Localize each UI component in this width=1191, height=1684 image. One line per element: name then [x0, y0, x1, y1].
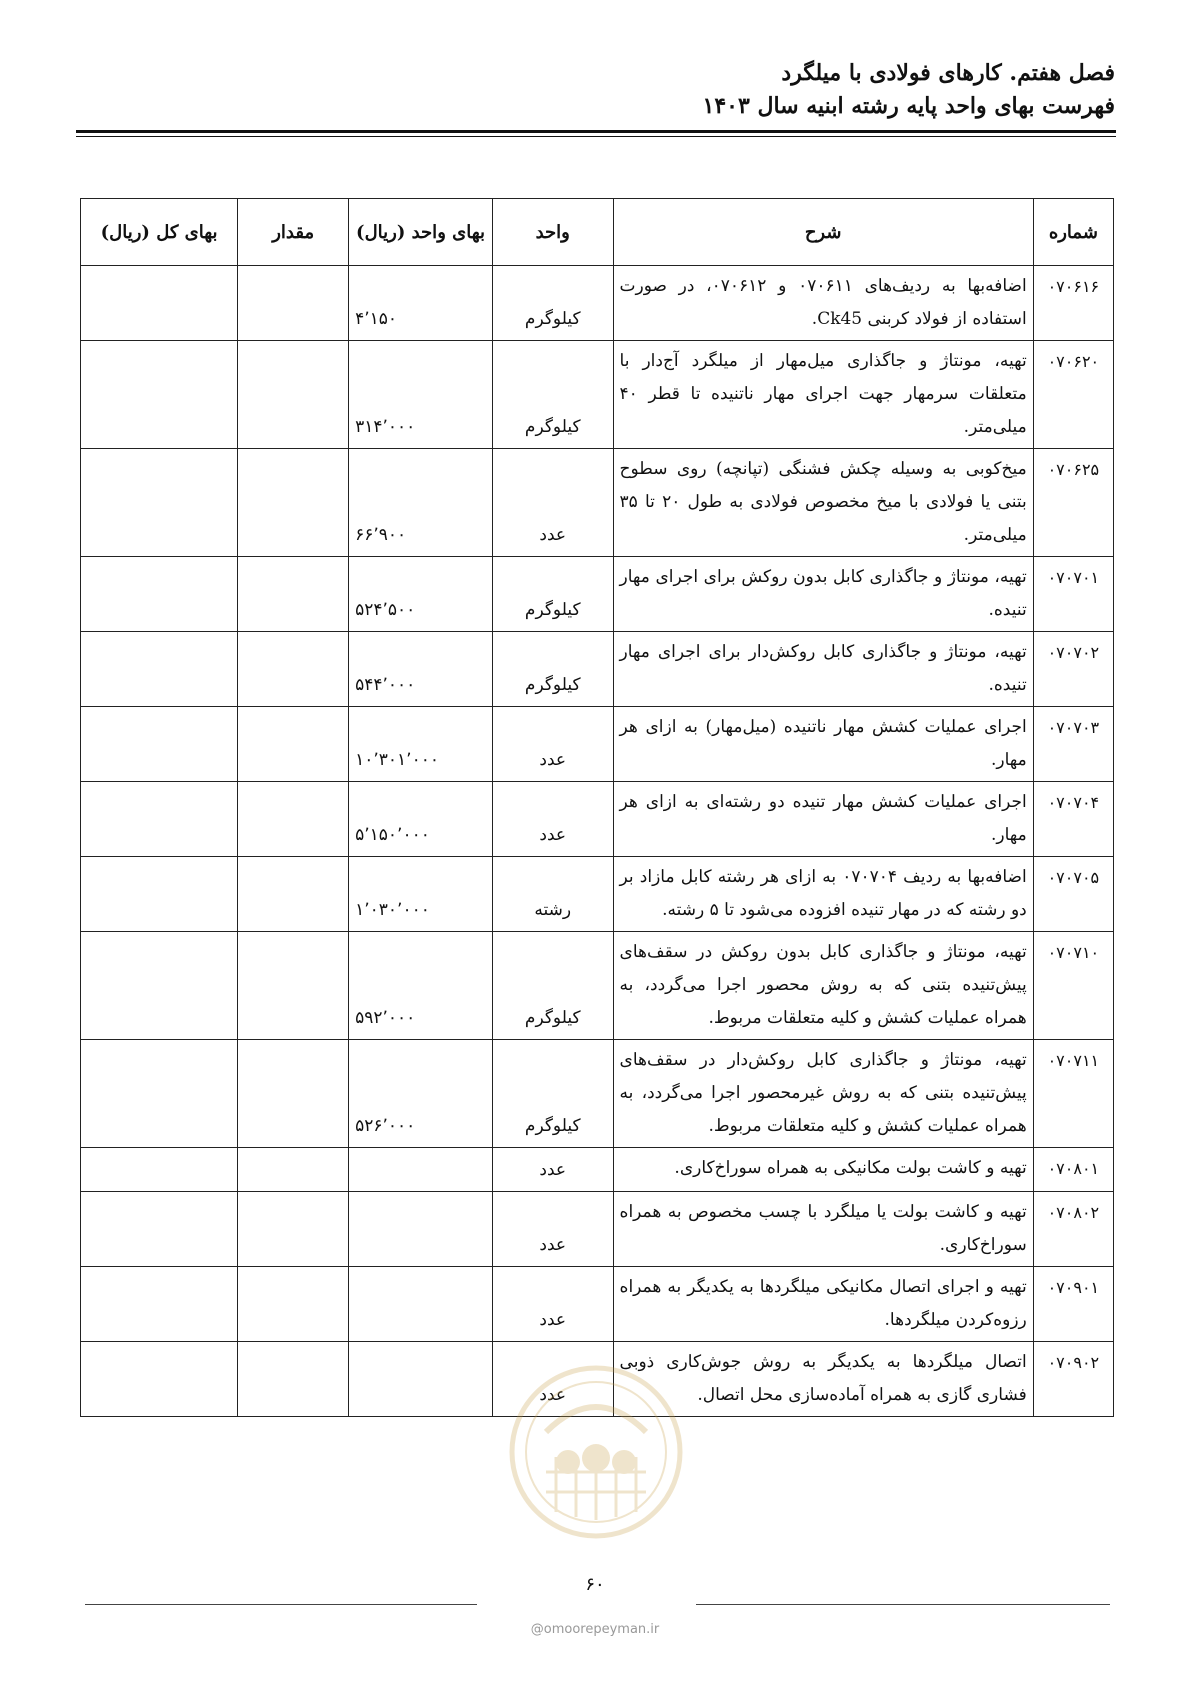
item-code: ۰۷۰۷۱۱ [1033, 1040, 1113, 1148]
item-total [81, 932, 238, 1040]
item-qty [238, 1192, 349, 1267]
item-unit: کیلوگرم [492, 932, 613, 1040]
item-unit: کیلوگرم [492, 632, 613, 707]
item-code: ۰۷۰۹۰۲ [1033, 1342, 1113, 1417]
item-qty [238, 782, 349, 857]
item-total [81, 449, 238, 557]
col-header-qty: مقدار [238, 199, 349, 266]
item-unit: کیلوگرم [492, 266, 613, 341]
item-code: ۰۷۰۷۰۲ [1033, 632, 1113, 707]
item-total [81, 1040, 238, 1148]
chapter-title: فصل هفتم. کارهای فولادی با میلگرد [781, 60, 1115, 86]
item-total [81, 632, 238, 707]
table-header-row [81, 199, 1114, 266]
item-unit: عدد [492, 782, 613, 857]
item-code: ۰۷۰۷۰۳ [1033, 707, 1113, 782]
item-unit: عدد [492, 1148, 613, 1192]
item-qty [238, 932, 349, 1040]
item-total [81, 1148, 238, 1192]
header-rule-thin [76, 136, 1116, 137]
item-unit: عدد [492, 1192, 613, 1267]
table-row [81, 1192, 1114, 1267]
item-unit: کیلوگرم [492, 341, 613, 449]
footer-rule-right [696, 1604, 1110, 1605]
website-watermark: @omoorepeyman.ir [530, 1622, 660, 1637]
item-code: ۰۷۰۹۰۱ [1033, 1267, 1113, 1342]
item-unit-price: ۵۲۶٬۰۰۰ [349, 1040, 493, 1148]
item-unit: عدد [492, 1267, 613, 1342]
table-row [81, 557, 1114, 632]
item-description: اجرای عملیات کشش مهار ناتنیده (میل‌مهار) به ازای هر مهار. [613, 707, 1033, 782]
item-unit-price [349, 1342, 493, 1417]
item-description: تهیه و کاشت بولت یا میلگرد با چسب مخصوص به همراه سوراخ‌کاری. [613, 1192, 1033, 1267]
item-code: ۰۷۰۶۱۶ [1033, 266, 1113, 341]
item-unit-price: ۵۲۴٬۵۰۰ [349, 557, 493, 632]
col-header-desc: شرح [613, 199, 1033, 266]
item-qty [238, 1267, 349, 1342]
item-description: اتصال میلگردها به یکدیگر به روش جوش‌کاری ذوبی فشاری گازی به همراه آماده‌سازی محل اتصال. [613, 1342, 1033, 1417]
price-list-table [80, 198, 1114, 1417]
item-qty [238, 341, 349, 449]
document-subtitle: فهرست بهای واحد پایه رشته ابنیه سال ۱۴۰۳ [702, 93, 1115, 119]
item-unit-price: ۵٬۱۵۰٬۰۰۰ [349, 782, 493, 857]
item-total [81, 557, 238, 632]
item-description: تهیه، مونتاژ و جاگذاری کابل روکش‌دار برای اجرای مهار تنیده. [613, 632, 1033, 707]
table-row [81, 1148, 1114, 1192]
item-qty [238, 857, 349, 932]
item-total [81, 341, 238, 449]
item-code: ۰۷۰۸۰۲ [1033, 1192, 1113, 1267]
item-description: میخ‌کوبی به وسیله چکش فشنگی (تپانچه) روی سطوح بتنی یا فولادی با میخ مخصوص فولادی به طول ۲۰ تا ۳۵ میلی‌متر. [613, 449, 1033, 557]
item-description: تهیه و اجرای اتصال مکانیکی میلگردها به یکدیگر به همراه رزوه‌کردن میلگردها. [613, 1267, 1033, 1342]
item-code: ۰۷۰۷۱۰ [1033, 932, 1113, 1040]
item-qty [238, 266, 349, 341]
item-description: تهیه و کاشت بولت مکانیکی به همراه سوراخ‌کاری. [613, 1148, 1033, 1192]
item-description: تهیه، مونتاژ و جاگذاری کابل بدون روکش در سقف‌های پیش‌تنیده بتنی که به روش محصور اجرا می‌گردد، به همراه عملیات کشش و کلیه متعلقات مربوط. [613, 932, 1033, 1040]
table-row [81, 266, 1114, 341]
item-total [81, 1192, 238, 1267]
watermark-seal-logo [506, 1362, 686, 1542]
header-rule-thick [76, 130, 1116, 133]
item-total [81, 1342, 238, 1417]
item-code: ۰۷۰۷۰۵ [1033, 857, 1113, 932]
item-code: ۰۷۰۶۲۰ [1033, 341, 1113, 449]
item-qty [238, 1148, 349, 1192]
table-row [81, 1040, 1114, 1148]
item-code: ۰۷۰۷۰۱ [1033, 557, 1113, 632]
item-description: اضافه‌بها به ردیف‌های ۰۷۰۶۱۱ و ۰۷۰۶۱۲، در صورت استفاده از فولاد کربنی Ck45. [613, 266, 1033, 341]
item-qty [238, 1342, 349, 1417]
item-total [81, 707, 238, 782]
item-total [81, 1267, 238, 1342]
item-code: ۰۷۰۶۲۵ [1033, 449, 1113, 557]
item-description: تهیه، مونتاژ و جاگذاری میل‌مهار از میلگرد آج‌دار با متعلقات سرمهار جهت اجرای مهار ناتنیده تا قطر ۴۰ میلی‌متر. [613, 341, 1033, 449]
table-row [81, 857, 1114, 932]
item-code: ۰۷۰۸۰۱ [1033, 1148, 1113, 1192]
table-row [81, 449, 1114, 557]
item-unit-price: ۵۹۲٬۰۰۰ [349, 932, 493, 1040]
col-header-unit-price: بهای واحد (ریال) [349, 199, 493, 266]
table-row [81, 632, 1114, 707]
item-unit-price: ۶۶٬۹۰۰ [349, 449, 493, 557]
item-qty [238, 707, 349, 782]
item-unit-price: ۵۴۴٬۰۰۰ [349, 632, 493, 707]
item-unit: عدد [492, 449, 613, 557]
col-header-unit: واحد [492, 199, 613, 266]
item-unit-price: ۴٬۱۵۰ [349, 266, 493, 341]
item-unit: کیلوگرم [492, 1040, 613, 1148]
item-description: تهیه، مونتاژ و جاگذاری کابل روکش‌دار در سقف‌های پیش‌تنیده بتنی که به روش غیرمحصور اجرا می‌گردد، به همراه عملیات کشش و کلیه متعلقات مربوط. [613, 1040, 1033, 1148]
table-row [81, 932, 1114, 1040]
item-unit-price: ۱٬۰۳۰٬۰۰۰ [349, 857, 493, 932]
col-header-total: بهای کل (ریال) [81, 199, 238, 266]
table-row [81, 707, 1114, 782]
item-description: اضافه‌بها به ردیف ۰۷۰۷۰۴ به ازای هر رشته کابل مازاد بر دو رشته که در مهار تنیده افزوده می‌شود تا ۵ رشته. [613, 857, 1033, 932]
item-unit-price [349, 1192, 493, 1267]
item-unit-price: ۳۱۴٬۰۰۰ [349, 341, 493, 449]
item-description: تهیه، مونتاژ و جاگذاری کابل بدون روکش برای اجرای مهار تنیده. [613, 557, 1033, 632]
item-unit: رشته [492, 857, 613, 932]
col-header-code: شماره [1033, 199, 1113, 266]
item-unit-price [349, 1148, 493, 1192]
item-qty [238, 1040, 349, 1148]
item-qty [238, 449, 349, 557]
item-unit: عدد [492, 707, 613, 782]
item-unit-price: ۱۰٬۳۰۱٬۰۰۰ [349, 707, 493, 782]
item-total [81, 782, 238, 857]
item-qty [238, 632, 349, 707]
item-qty [238, 557, 349, 632]
table-row [81, 782, 1114, 857]
table-row [81, 1267, 1114, 1342]
item-total [81, 857, 238, 932]
item-unit-price [349, 1267, 493, 1342]
page-number: ۶۰ [585, 1574, 605, 1595]
page-header [65, 58, 1115, 124]
table-row [81, 341, 1114, 449]
item-total [81, 266, 238, 341]
item-description: اجرای عملیات کشش مهار تنیده دو رشته‌ای به ازای هر مهار. [613, 782, 1033, 857]
item-unit: عدد [492, 1342, 613, 1417]
item-code: ۰۷۰۷۰۴ [1033, 782, 1113, 857]
item-unit: کیلوگرم [492, 557, 613, 632]
footer-rule-left [85, 1604, 477, 1605]
